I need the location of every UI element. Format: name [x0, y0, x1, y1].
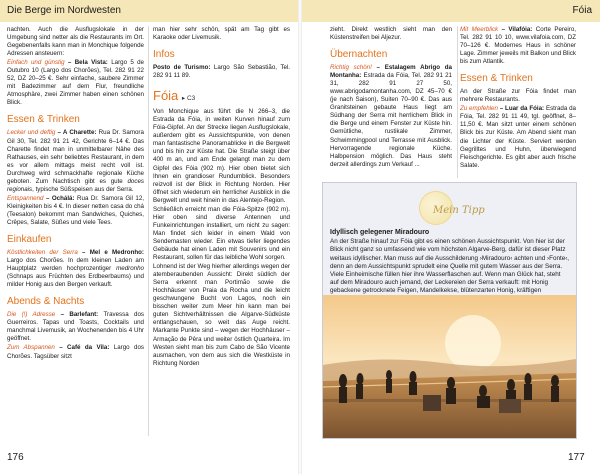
paragraph: Lohnend ist der Weg hierher allerdings wegen der atemberaubenden Aussicht: Direkt südlich der Serra erkennt man Portimão sowie die Hochhäuser von Praia da Rocha und die leicht geschwungene Bucht von Lagos, noch ein bisschen weiter zum Meer hin kann man bei guten Sichtverhältnissen die Algarve-Südküste entlangschauen, so weit das Auge reicht. Markante Punkte sind – wegen der Hochhäuser – Armação de Pêra und weiter östlich Quarteira. Im Westen sieht man bis zum Cabo de São Vicente ausmachen, von dem aus sich die Westküste in Richtung Norden — [153, 263, 290, 367]
section-heading-essen-2: Essen & Trinken — [460, 73, 533, 85]
section-heading-essen: Essen & Trinken — [7, 114, 80, 126]
entry-luar-da-foia: Zu empfehlen – Luar da Fóia: Estrada da Fóia, Tel. 282 91 11 49, tgl. geöffnet, 8–11,50 €. Man sitzt unter einem schönen Blick bis zur Küste. Am Abend sieht man die Lichter der Küste. Serviert werden Gegrilltes und Huhn, überwiegend Fleischgerichte. Es gibt aber auch frische Salate. — [460, 105, 576, 169]
section-heading-foia: Fóia ▸ C3 — [153, 88, 196, 104]
tip-title: Mein Tipp — [433, 205, 485, 216]
column-4 — [460, 26, 576, 171]
entry-bela-vista: Einfach und günstig – Bela Vista: Largo 5 de Outubro 10 (Largo dos Chorões), Tel. 282 91 22 52, DZ 20–25 €. Sehr einfache, saubere Zimmer mit Badezimmer auf dem Flur, freundliche Atmosphäre, zwei Zimmer haben einen schönen Blick. — [7, 59, 144, 107]
photo-image — [323, 295, 576, 438]
paragraph: An der Straße zur Fóia findet man mehrere Restaurants. — [460, 88, 576, 104]
entry-vilafoia: Mit Meerblick – Vilafóia: Corte Pereiro, Tel. 282 91 10 10, www.vilafoia.com, DZ 70–126 €. Modernes Haus in schöner Lage. Zimmer jeweils mit Balkon und Blick bis zum Atlantik. — [460, 26, 576, 66]
entry-a-charette: Lecker und deftig – A Charette: Rua Dr. Samora Gil 30, Tel. 282 91 21 42, Gerichte 6–14 €. Das Charette findet man in unmittelbarer Nähe des Rathauses, ein sehr beliebtes Restaurant, in dem es vor allem mittags meist recht voll ist. Durchweg wird schmackhafte regionale Küche geboten. Zum Nachtisch gibt es gute doces regionais, typische Süßspeisen aus der Serra. — [7, 129, 144, 193]
entry-posto-de-turismo: Posto de Turismo: Largo São Sebastião, Tel. 282 91 11 89. — [153, 64, 290, 80]
column-rule — [148, 26, 149, 436]
paragraph: zieht. Direkt westlich sieht man den Küstenstreifen bei Aljezur. — [330, 26, 452, 42]
paragraph: nachten. Auch die Ausflugslokale in der Umgebung sind netter als die Restaurants im Ort. Gegebenenfalls kann man in Monchique folgende Adressen ansteuern: — [7, 26, 144, 58]
tip-text: An der Straße hinauf zur Fóia gibt es einen schönen Aussichtspunkt. Von hier ist der Blick nicht ganz so umfassend wie vom höchsten Algarve-Berg, dafür ist dieser Platz weitaus idyllischer. Man muss auf die Ausschilderung ›Miradouro‹ achten und ›Fonte‹, denn an dem Aussichtspunkt sprudelt eine Quelle mit gutem Wasser aus der Serra. Viele Einheimische füllen hier ihre Wasserflaschen auf. Wenn man Glück hat, steht auf dem Miradouro auch jemand, der Leckereien der Serra verkauft: mit Honig gebackene getrocknete Feigen, Mandelkekse, blütenzarten Honig, kräftigen — [330, 238, 570, 295]
entry-cafe-da-vila: Zum Abspannen – Café da Vila: Largo dos Chorões. Tagsüber sitzt — [7, 344, 144, 360]
tip-body — [330, 229, 570, 304]
page-number-right: 177 — [568, 452, 585, 463]
section-heading-uebernachten: Übernachten — [330, 49, 388, 61]
paragraph: Schließlich erreicht man die Fóia-Spitze (902 m). Hier oben sind diverse Antennen und Funkeinrichtungen installiert, um nicht zu sagen: Man findet sich leider in einem Wald von Sendemasten wieder. Ein etwas tiefer liegendes Gebäude hat einen Laden mit Souvenirs und ein Restaurant, sollen für das leibliche Wohl sorgen. — [153, 205, 290, 262]
entry-abrigo-da-montanha: Richtig schön! – Estalagem Abrigo da Montanha: Estrada da Fóia, Tel. 282 91 21 31, 282 91 27 50, www.abrigodamontanha.com, DZ 45–70 € (je nach Saison), Suiten 70–90 €. Das aus Granitsteinen gebaute Haus liegt am Südhang der Serra mit herrlichem Blick in die Berge und einem Fenster zur Küste hin. Gemütliche, rustikale Zimmer, Schwimmingpool und Terrasse mit Ausblick. Hervorragende regionale Küche. Halbpension möglich. Das Haus steht derzeit allerdings zum Verkauf ... — [330, 64, 452, 168]
page-gutter — [298, 0, 302, 474]
column-3 — [330, 26, 452, 170]
page-number-left: 176 — [7, 452, 24, 463]
column-2 — [153, 26, 290, 369]
running-head-right: Fóia — [302, 0, 600, 22]
running-head-left: Die Berge im Nordwesten — [0, 0, 298, 22]
entry-mel-e-medronho: Köstlichkeiten der Serra – Mel e Medronho: Largo dos Chorões. In dem kleinen Laden am Hauptplatz werden hochprozentiger medronho (Schnaps aus Früchten des Erdbeerbaums) und milder Honig aus den Bergen verkauft. — [7, 249, 144, 289]
column-1 — [7, 26, 144, 362]
entry-barlefant: Die (!) Adresse – Barlefant: Travessa dos Guerreiros. Tapas und Toasts, Cocktails und manchmal Livemusik, an Wochenenden bis 4 Uhr geöffnet. — [7, 311, 144, 343]
entry-ochala: Entspannend – Ochálá: Rua Dr. Samora Gil 12, Kleinigkeiten bis 4 €. In dieser netten casa do chá (Teesalon) bekommt man Sandwiches, Quiches, Crêpes, Salate, Süßes und viele Tees. — [7, 194, 144, 226]
viewpoint-photo — [323, 295, 576, 438]
paragraph: Von Monchique aus führt die N 266–3, die Estrada da Fóia, in weiten Kurven hinauf zum Fóia-Gipfel. An der Strecke liegen Ausflugslokale, außerdem gibt es Aussichtspunkte, von denen man fantastische Panoramablicke in die Bergwelt und bis hin zur Küste hat. Die Straße steigt über 400 m an, und am Ende gelangt man zu dem Gipfel des Fóia (902 m). Hier oben bietet sich Ihnen ein grandioser Rundumblick. Besonders reizvoll ist der Blick in Richtung Norden. Hier öffnet sich wiederum ein herrlicher Ausblick in die Bergwelt und weit hinein in das Alentejo-Region. — [153, 108, 290, 204]
section-heading-einkaufen: Einkaufen — [7, 234, 52, 246]
section-heading-infos: Infos — [153, 49, 175, 61]
tip-heading: Idyllisch gelegener Miradouro — [330, 229, 430, 236]
section-heading-abends: Abends & Nachts — [7, 296, 85, 308]
tip-box — [322, 182, 577, 439]
paragraph: man hier sehr schön, spät am Tag gibt es Karaoke oder Livemusik. — [153, 26, 290, 42]
map-reference: ▸ C3 — [181, 95, 196, 103]
column-rule — [457, 26, 458, 178]
